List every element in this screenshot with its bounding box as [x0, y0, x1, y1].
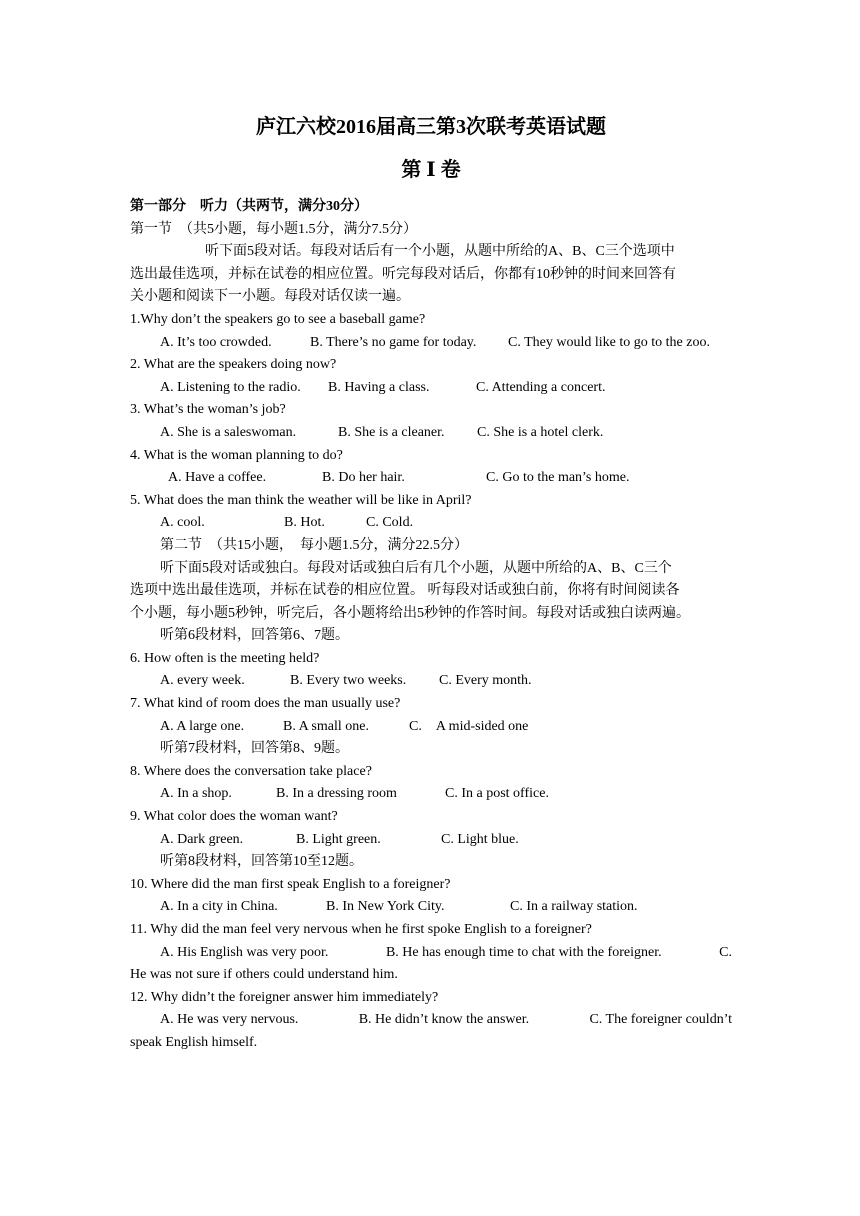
option-c: C. Go to the man’s home.	[486, 470, 630, 486]
section2-instruction: 听下面5段对话或独白。每段对话或独白后有几个小题，从题中所给的A、B、C三个	[160, 560, 672, 576]
option-c: C. Light blue.	[441, 831, 519, 847]
option-b: B. He has enough time to chat with the foreigner.	[385, 944, 662, 960]
question-options	[130, 512, 732, 535]
question-stem: 3. What’s the woman’s job?	[130, 402, 286, 418]
question-stem: 7. What kind of room does the man usually use?	[130, 696, 401, 712]
option-a: A. He was very nervous.	[160, 1012, 299, 1028]
question-options	[130, 467, 732, 490]
option-c: C. She is a hotel clerk.	[477, 424, 604, 440]
option-a: A. In a city in China.	[160, 899, 278, 915]
question-stem: 8. Where does the conversation take place?	[130, 763, 372, 779]
question-stem: 6. How often is the meeting held?	[130, 650, 320, 666]
question-options	[130, 829, 732, 852]
question-options	[130, 716, 732, 739]
question-options	[130, 377, 732, 400]
option-c: C. Every month.	[439, 673, 532, 689]
option-c: C. In a post office.	[445, 786, 549, 802]
option-a: A. She is a saleswoman.	[160, 424, 297, 440]
material-note: 听第8段材料，回答第10至12题。	[160, 854, 363, 870]
option-a: A. In a shop.	[160, 786, 232, 802]
option-a: A. It’s too crowded.	[160, 334, 272, 350]
question-options	[130, 332, 732, 355]
option-a: A. His English was very poor.	[160, 944, 329, 960]
section2-heading: 第二节 （共15小题， 每小题1.5分，满分22.5分）	[160, 537, 468, 553]
question-options	[130, 670, 732, 693]
option-a: A. Have a coffee.	[168, 470, 267, 486]
option-b: B. Every two weeks.	[290, 673, 407, 689]
volume-heading: 第 Ⅰ 卷	[401, 159, 461, 181]
option-a: A. every week.	[160, 673, 245, 689]
question-stem: 1.Why don’t the speakers go to see a baseball game?	[130, 311, 426, 327]
question-stem: 10. Where did the man first speak English to a foreigner?	[130, 876, 451, 892]
question-stem: 2. What are the speakers doing now?	[130, 357, 337, 373]
material-note: 听第6段材料，回答第6、7题。	[160, 628, 349, 644]
section1-instruction: 听下面5段对话。每段对话后有一个小题，从题中所给的A、B、C三个选项中	[205, 244, 675, 260]
option-a: A. cool.	[160, 515, 205, 531]
option-c: C. Cold.	[366, 515, 414, 531]
option-c: C.	[719, 944, 732, 960]
section2-instruction: 选项中选出最佳选项，并标在试卷的相应位置。 听每段对话或独白前，你将有时间阅读各	[130, 583, 680, 599]
option-c: C. The foreigner couldn’t	[589, 1012, 732, 1028]
part1-heading: 第一部分 听力（共两节，满分30分）	[130, 199, 368, 214]
option-b: B. Hot.	[284, 515, 325, 531]
option-c-continued: speak English himself.	[130, 1034, 258, 1050]
option-b: B. Having a class.	[328, 379, 430, 395]
question-options	[130, 783, 732, 806]
option-a: A. A large one.	[160, 718, 245, 734]
option-c: C. A mid-sided one	[409, 718, 529, 734]
question-options	[130, 896, 732, 919]
question-options	[130, 942, 732, 965]
question-stem: 12. Why didn’t the foreigner answer him immediately?	[130, 989, 439, 1005]
option-b: B. Do her hair.	[322, 470, 405, 486]
section1-instruction: 关小题和阅读下一小题。每段对话仅读一遍。	[130, 289, 410, 305]
question-options	[130, 1009, 732, 1032]
question-stem: 11. Why did the man feel very nervous when he first spoke English to a foreigner?	[130, 922, 592, 937]
option-a: A. Dark green.	[160, 831, 244, 847]
option-b: B. In a dressing room	[276, 786, 397, 802]
option-b: B. A small one.	[283, 718, 369, 734]
section1-heading: 第一节 （共5小题，每小题1.5分，满分7.5分）	[130, 221, 417, 237]
exam-title: 庐江六校2016届高三第3次联考英语试题	[256, 116, 606, 138]
question-stem: 4. What is the woman planning to do?	[130, 447, 343, 463]
exam-page	[130, 112, 732, 1055]
option-b: B. Light green.	[296, 831, 381, 847]
option-a: A. Listening to the radio.	[160, 379, 301, 395]
option-b: B. There’s no game for today.	[310, 334, 477, 350]
question-stem: 5. What does the man think the weather will be like in April?	[130, 492, 472, 508]
option-b: B. In New York City.	[326, 899, 445, 915]
section2-instruction: 个小题，每小题5秒钟，听完后，各小题将给出5秒钟的作答时间。每段对话或独白读两遍。	[130, 605, 690, 621]
option-b: B. He didn’t know the answer.	[358, 1012, 530, 1028]
option-c-continued: He was not sure if others could understand him.	[130, 967, 398, 983]
option-c: C. They would like to go to the zoo.	[508, 334, 710, 350]
section1-instruction: 选出最佳选项，并标在试卷的相应位置。听完每段对话后，你都有10秒钟的时间来回答有	[130, 266, 676, 282]
option-b: B. She is a cleaner.	[338, 424, 445, 440]
question-stem: 9. What color does the woman want?	[130, 809, 338, 825]
material-note: 听第7段材料，回答第8、9题。	[160, 741, 349, 757]
option-c: C. Attending a concert.	[476, 379, 606, 395]
question-options	[130, 422, 732, 445]
option-c: C. In a railway station.	[510, 899, 638, 915]
